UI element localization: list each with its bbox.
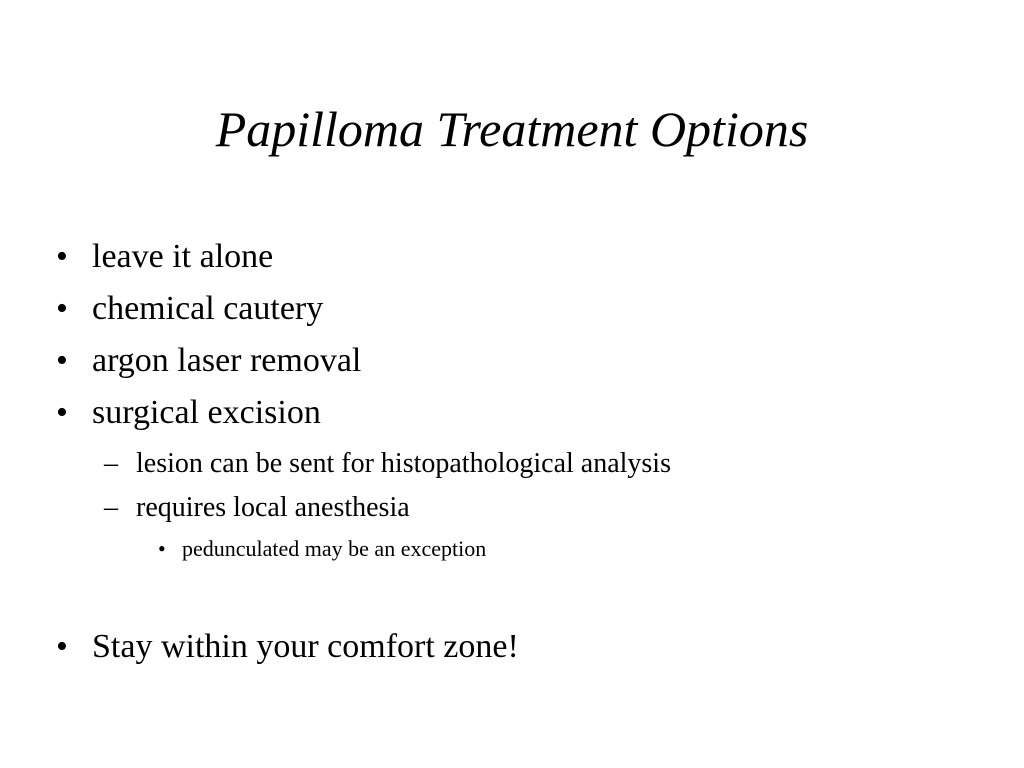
- sub-bullet-text: requires local anesthesia: [136, 492, 410, 523]
- bullet-marker: •: [158, 536, 166, 561]
- bullet-text: leave it alone: [92, 238, 274, 275]
- sub-bullet-text: lesion can be sent for histopathological analysis: [136, 448, 671, 479]
- dash-marker: –: [104, 448, 118, 479]
- bullet-marker: •: [56, 290, 68, 327]
- bullet-marker: •: [56, 342, 68, 379]
- slide-title: Papilloma Treatment Options: [215, 101, 809, 157]
- sub-sub-bullet-text: pedunculated may be an exception: [182, 536, 487, 561]
- dash-marker: –: [104, 492, 118, 523]
- bullet-text: Stay within your comfort zone!: [92, 628, 519, 665]
- bullet-marker: •: [56, 628, 68, 665]
- bullet-text: argon laser removal: [92, 342, 362, 379]
- bullet-marker: •: [56, 238, 68, 275]
- bullet-marker: •: [56, 394, 68, 431]
- bullet-text: surgical excision: [92, 394, 321, 431]
- bullet-text: chemical cautery: [92, 290, 324, 327]
